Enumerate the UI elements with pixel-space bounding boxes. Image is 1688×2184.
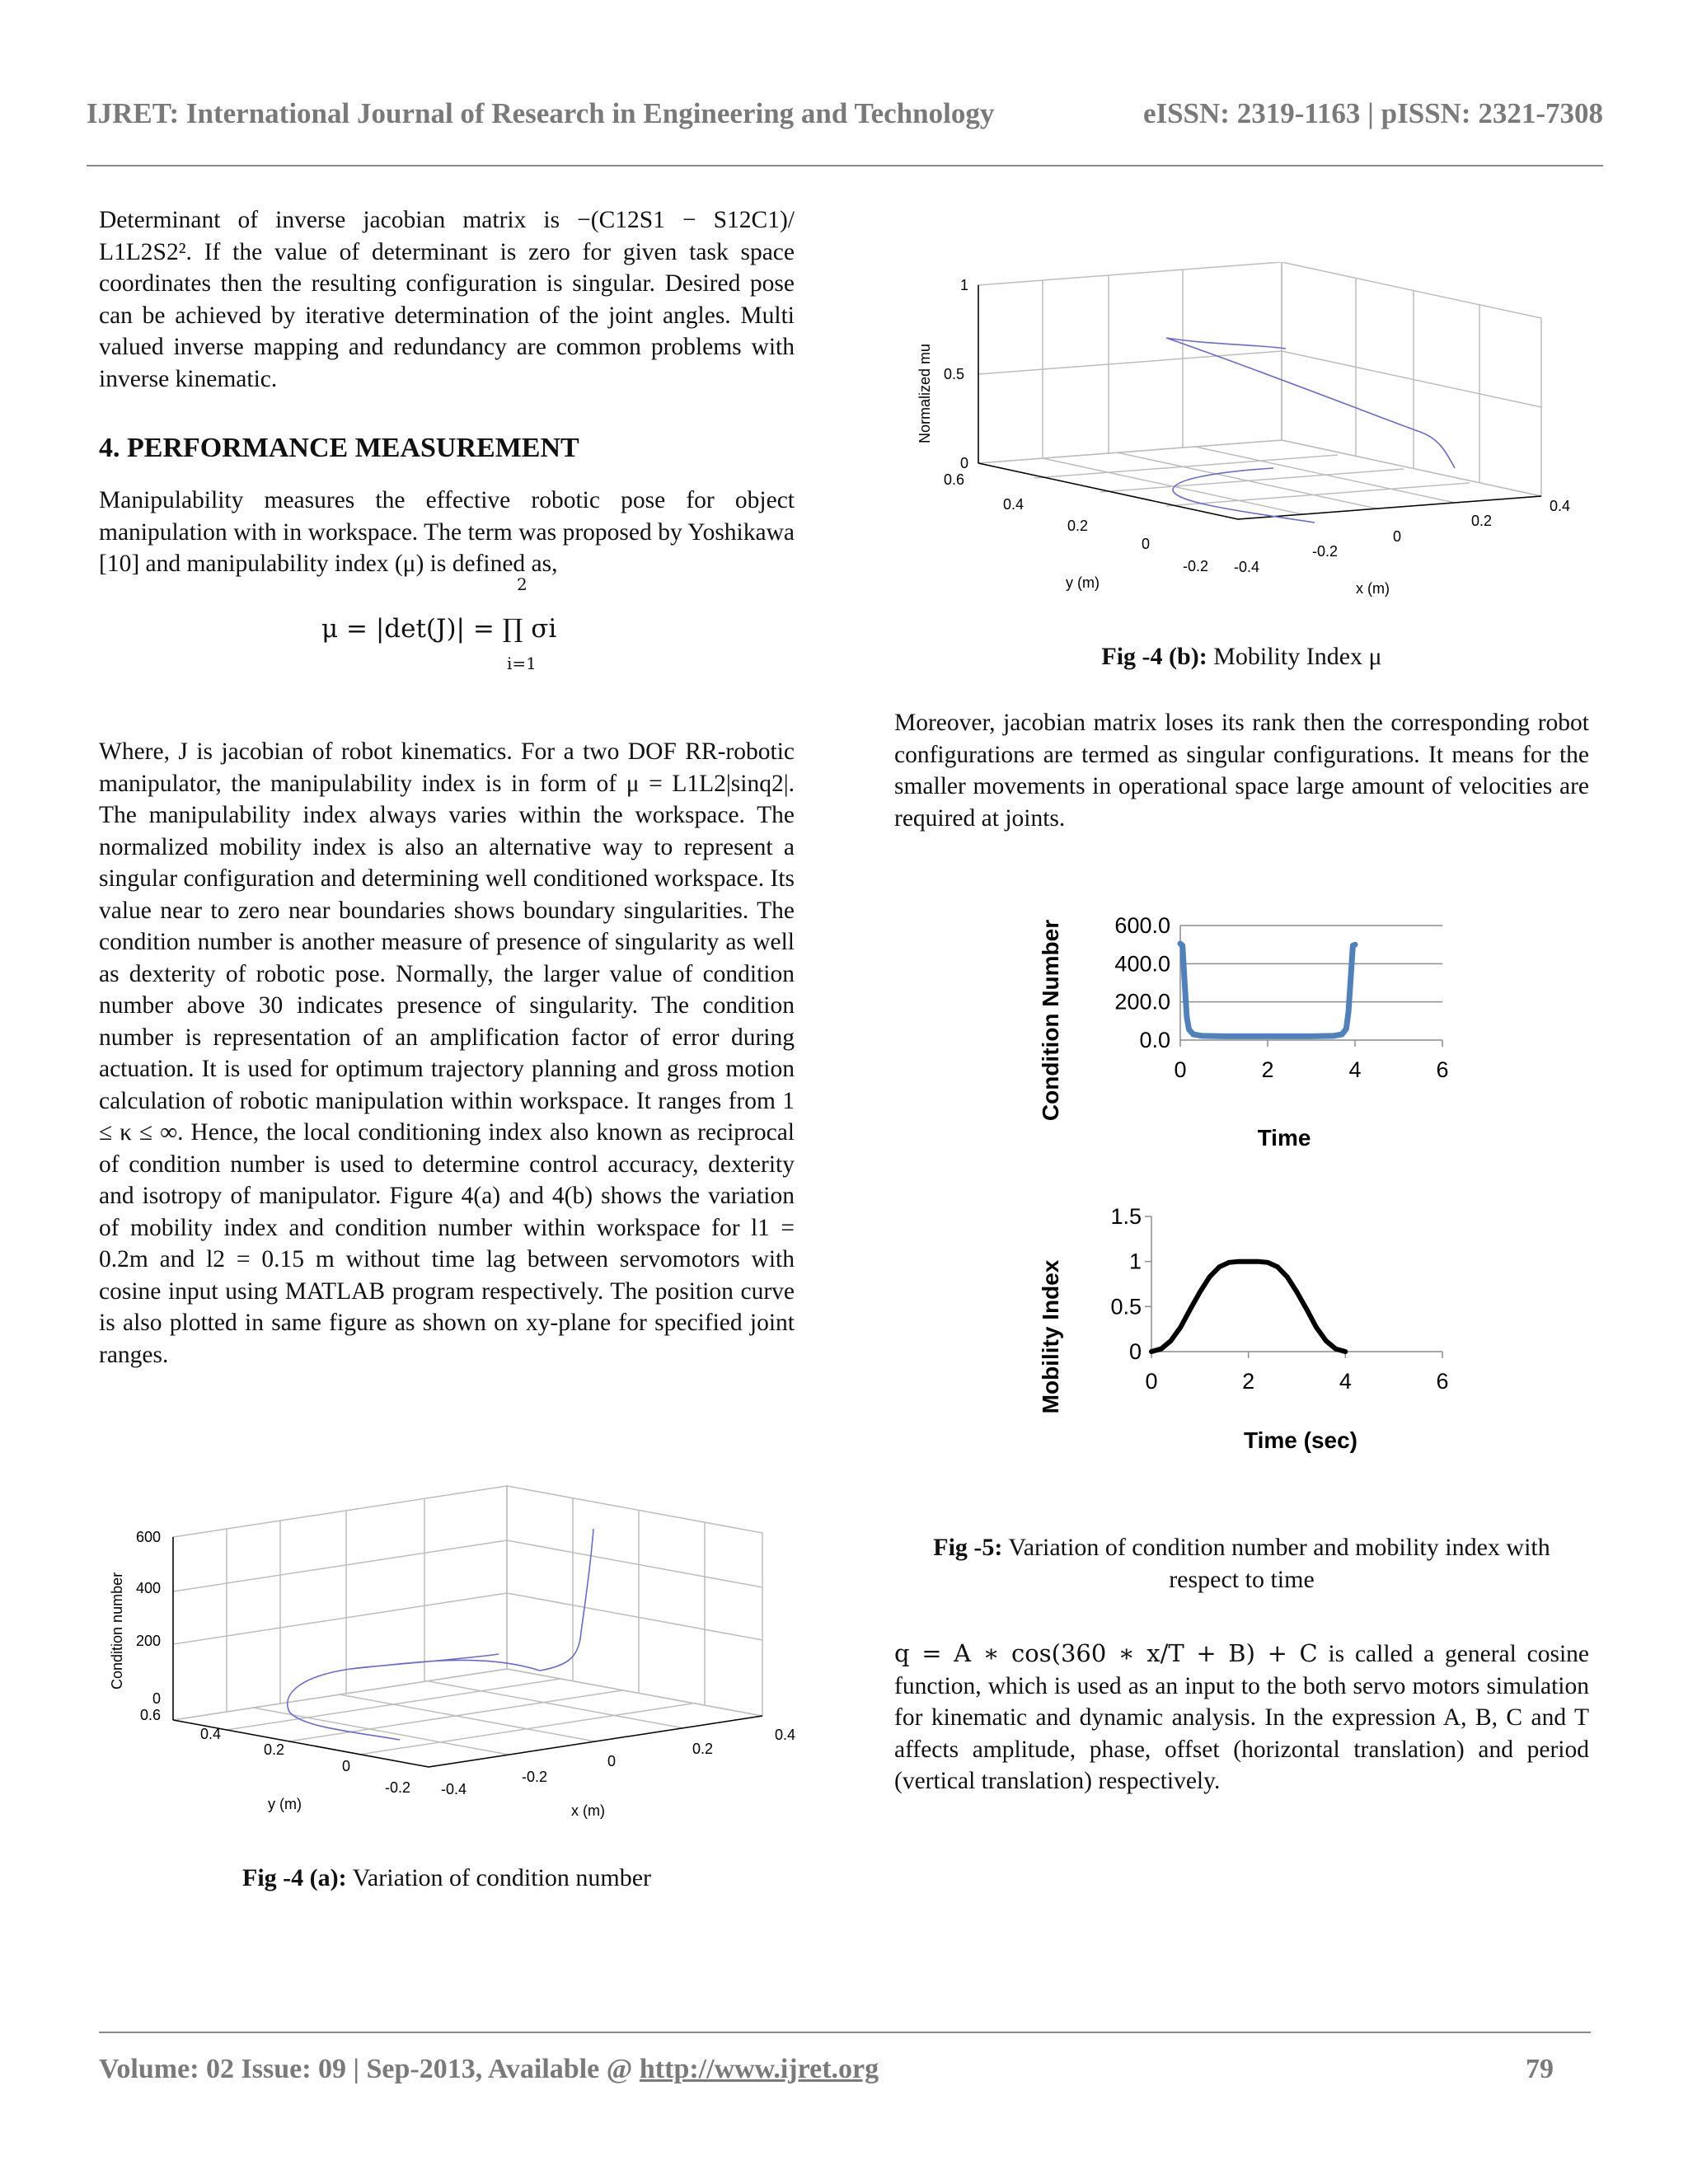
fig4a-y-tick-m0.2: -0.2: [385, 1779, 411, 1796]
journal-title: IJRET: International Journal of Research in Engineering and Technology: [87, 97, 995, 129]
manipulability-paragraph: Manipulability measures the effective robotic pose for object manipulation with in workspace. The term was proposed by Yoshikawa [10] and manipulability index (μ) is defined as,: [99, 487, 795, 577]
fig5-mobility-x-tick-label: 2: [1242, 1369, 1255, 1394]
fig4b-z-axis-label: Normalized mu: [917, 343, 933, 443]
fig5-condition-y-tick-label: 400.0: [1114, 951, 1170, 977]
fig4a-z-tick-600: 600: [136, 1529, 162, 1545]
fig4b-y-tick-m0.2: -0.2: [1183, 558, 1209, 574]
fig4a-caption: Fig -4 (a): Variation of condition number: [242, 1864, 651, 1891]
fig4b-z-tick-0.5: 0.5: [944, 366, 965, 382]
fig4b-z-tick-1: 1: [960, 277, 969, 293]
cosine-equation: q = A ∗ cos(360 ∗ x/T + B) + C: [894, 1639, 1318, 1667]
fig5-condition-y-tick-label: 0.0: [1139, 1028, 1170, 1052]
fig4a-back-wall-left: [173, 1486, 507, 1720]
fig5-condition-x-tick-label: 4: [1348, 1057, 1362, 1082]
fig5-mobility-y-tick-label: 1.5: [1110, 1204, 1142, 1229]
fig4b-y-axis-label: y (m): [1066, 574, 1100, 591]
fig4b-x-axis-label: x (m): [1356, 580, 1390, 597]
fig4b-x-tick-m0.4: -0.4: [1234, 559, 1260, 575]
footer-volume: Volume: 02 Issue: 09 | Sep-2013, Available @: [99, 2054, 640, 2084]
fig5-condition-line: [1180, 944, 1355, 1036]
product-upper-limit: 2: [517, 574, 528, 594]
fig4b-y-tick-0.6: 0.6: [944, 471, 965, 488]
fig5-mobility-chart: [1030, 1197, 1508, 1460]
fig4b-chart: [911, 262, 1587, 604]
fig5-condition-y-tick-label: 200.0: [1114, 989, 1170, 1015]
section-title: 4. PERFORMANCE MEASUREMENT: [99, 433, 579, 463]
fig5-condition-chart: [1030, 907, 1508, 1154]
page-header: [87, 97, 1603, 130]
fig5-caption: Fig -5: Variation of condition number and mobility index with respect to time: [933, 1534, 1550, 1593]
fig4b-caption: Fig -4 (b): Mobility Index μ: [1101, 643, 1382, 670]
fig4b-y-tick-0.2: 0.2: [1067, 518, 1089, 534]
fig5-mobility-y-label: Mobility Index: [1038, 1259, 1063, 1414]
fig4b-x-tick-0.2: 0.2: [1471, 513, 1493, 529]
cosine-paragraph: q = A ∗ cos(360 ∗ x/T + B) + C is called a general cosine function, which is used as an input to the both servo motors simulation for kinematic and dynamic analysis. In the expression A, B, C and T affects amplitude, phase, offset (horizontal translation) and period (vertical translation) respectively.: [894, 1639, 1589, 1794]
journal-link[interactable]: http://www.ijret.org: [639, 2054, 879, 2084]
header-divider: [87, 165, 1603, 166]
fig4b-y-tick-0.4: 0.4: [1003, 496, 1025, 513]
fig5-mobility-y-tick-label: 0.5: [1110, 1294, 1142, 1319]
fig5-condition-x-tick-label: 2: [1261, 1057, 1274, 1082]
fig5-mobility-x-tick-label: 4: [1339, 1369, 1352, 1394]
page-footer: [99, 2054, 1554, 2085]
fig4a-x-tick-m0.4: -0.4: [441, 1781, 467, 1797]
fig5-mobility-x-tick-label: 0: [1145, 1369, 1158, 1394]
fig4a-x-tick-0.2: 0.2: [692, 1741, 714, 1757]
fig5-condition-x-tick-label: 6: [1436, 1057, 1449, 1082]
fig5-mobility-x-tick-label: 6: [1436, 1369, 1449, 1394]
fig4a-y-axis-label: y (m): [268, 1796, 302, 1812]
fig4a-x-tick-m0.2: -0.2: [522, 1769, 548, 1785]
fig4a-x-tick-0.4: 0.4: [775, 1727, 796, 1743]
fig5-condition-x-tick-label: 0: [1174, 1057, 1187, 1082]
fig4a-z-axis-label: Condition number: [109, 1572, 125, 1690]
footer-divider: [99, 2032, 1591, 2033]
fig4a-y-tick-0.4: 0.4: [200, 1726, 222, 1742]
singularity-paragraph: Moreover, jacobian matrix loses its rank then the corresponding robot configurations are termed as singular configurations. It means for the smaller movements in operational space large amount of velocities are required at joints.: [894, 710, 1589, 832]
fig4a-x-axis-label: x (m): [571, 1802, 605, 1819]
fig4a-y-tick-0: 0: [342, 1758, 351, 1774]
fig4a-condition-curve: [288, 1529, 593, 1740]
fig4b-y-tick-0: 0: [1142, 536, 1151, 552]
fig5-mobility-y-tick-label: 0: [1128, 1339, 1142, 1364]
fig4b-x-tick-0.4: 0.4: [1550, 498, 1571, 514]
fig4a-x-tick-0: 0: [607, 1753, 617, 1769]
fig4a-chart: [103, 1479, 812, 1825]
fig4a-z-tick-0: 0: [152, 1690, 162, 1707]
product-lower-limit: i=1: [507, 654, 537, 673]
jacobian-paragraph: Where, J is jacobian of robot kinematics. For a two DOF RR-robotic manipulator, the manipulability index is in form of μ = L1L2|sinq2|. The manipulability index always varies within the workspace. The normalized mobility index is also an alternative way to represent a singular configuration and determining well conditioned workspace. Its value near to zero near boundaries shows boundary singularities. The condition number is another measure of presence of singularity as well as dexterity of robotic pose. Normally, the larger value of condition number above 30 indicates presence of singularity. The condition number is representation of an amplification factor of error during actuation. It is used for optimum trajectory planning and gross motion calculation of robotic manipulation within workspace. It ranges from 1 ≤ κ ≤ ∞. Hence, the local conditioning index also known as reciprocal of condition number is used to determine control accuracy, dexterity and isotropy of manipulator. Figure 4(a) and 4(b) shows the variation of mobility index and condition number within workspace for l1 = 0.2m and l2 = 0.15 m without time lag between servomotors with cosine input using MATLAB program respectively. The position curve is also plotted in same figure as shown on xy-plane for specified joint ranges.: [99, 738, 795, 1368]
fig4b-x-tick-m0.2: -0.2: [1312, 543, 1339, 560]
fig5-condition-y-tick-label: 600.0: [1114, 913, 1170, 938]
fig4a-y-tick-0.6: 0.6: [140, 1707, 162, 1723]
fig4a-z-tick-400: 400: [136, 1580, 162, 1596]
fig4b-z-tick-0: 0: [960, 455, 969, 471]
page-number: 79: [1526, 2054, 1554, 2084]
fig5-condition-y-label: Condition Number: [1038, 919, 1063, 1122]
fig4a-y-tick-0.2: 0.2: [264, 1741, 285, 1758]
intro-paragraph: Determinant of inverse jacobian matrix is −(C12S1 − S12C1)/ L1L2S2². If the value of determinant is zero for given task space coordinates then the resulting configuration is singular. Desired pose can be achieved by iterative determination of the joint angles. Multi valued inverse mapping and redundancy are common problems with inverse kinematic.: [99, 207, 795, 392]
manipulability-equation: μ = |det(J)| = ∏ σi 2 i=1: [321, 574, 557, 673]
fig5-condition-x-label: Time: [1257, 1125, 1311, 1151]
fig5-mobility-line: [1151, 1262, 1345, 1352]
fig4a-z-tick-200: 200: [136, 1633, 162, 1649]
fig5-mobility-y-tick-label: 1: [1128, 1249, 1142, 1274]
fig5-mobility-x-label: Time (sec): [1244, 1427, 1357, 1453]
fig4b-x-tick-0: 0: [1393, 528, 1402, 545]
issn: eISSN: 2319-1163 | pISSN: 2321-7308: [1142, 97, 1603, 129]
